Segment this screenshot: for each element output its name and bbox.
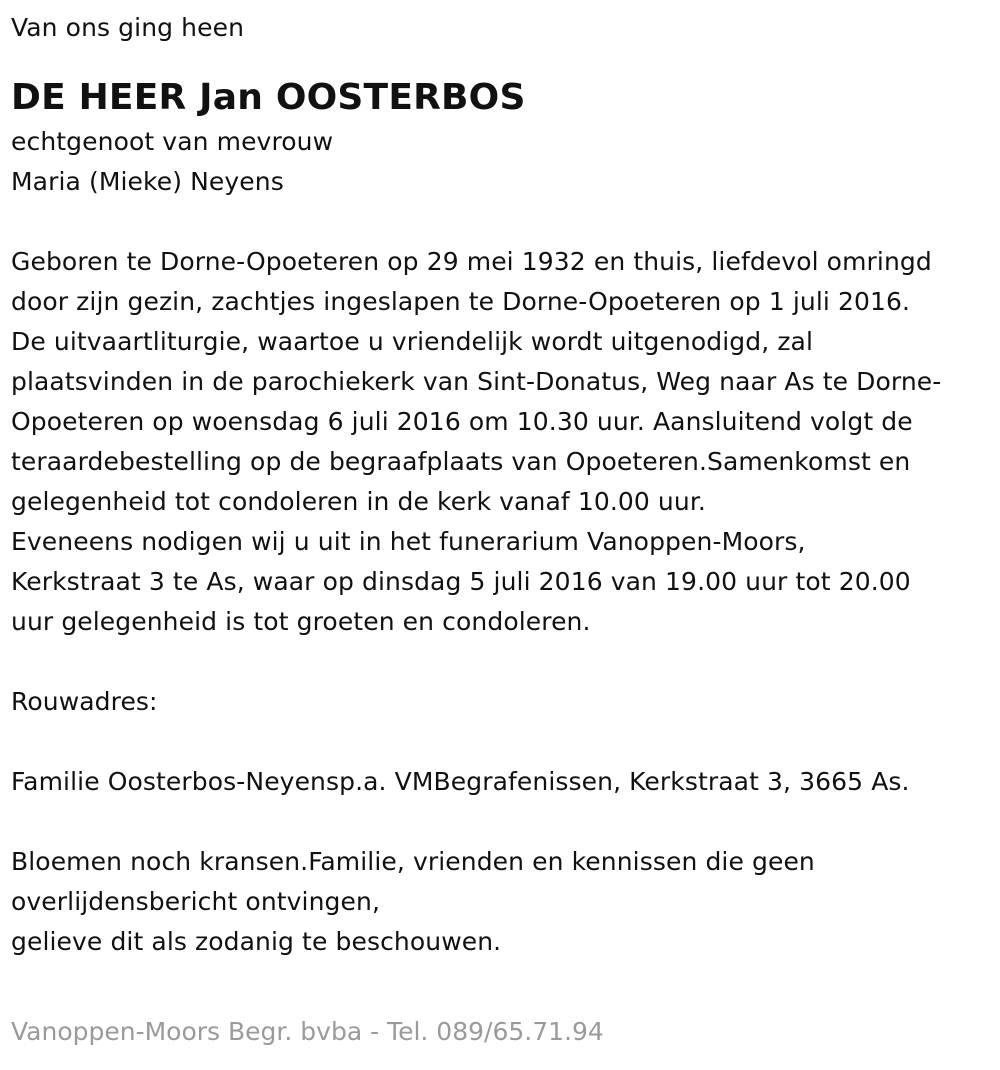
spouse-block (11, 122, 990, 202)
body-line: plaatsvinden in de parochiekerk van Sint-Donatus, Weg naar As te Dorne- (11, 367, 942, 396)
spacer (11, 642, 990, 682)
deceased-name: DE HEER Jan OOSTERBOS (11, 77, 526, 118)
closing-line: overlijdensbericht ontvingen, (11, 887, 380, 916)
spacer (11, 802, 990, 842)
body-line: Kerkstraat 3 te As, waar op dinsdag 5 juli 2016 van 19.00 uur tot 20.00 (11, 567, 911, 596)
spacer (11, 202, 990, 242)
spouse-line: Maria (Mieke) Neyens (11, 167, 284, 196)
spacer (11, 722, 990, 762)
closing-block (11, 842, 990, 962)
closing-line: Bloemen noch kransen.Familie, vrienden en kennissen die geen (11, 847, 815, 876)
body-line: Eveneens nodigen wij u uit in het funerarium Vanoppen-Moors, (11, 527, 806, 556)
address-label: Rouwadres: (11, 687, 158, 716)
intro-text: Van ons ging heen (11, 13, 245, 42)
body-line: gelegenheid tot condoleren in de kerk vanaf 10.00 uur. (11, 487, 706, 516)
body-line: uur gelegenheid is tot groeten en condoleren. (11, 607, 591, 636)
funeral-details (11, 242, 990, 642)
body-line: Geboren te Dorne-Opoeteren op 29 mei 1932 en thuis, liefdevol omringd (11, 247, 932, 276)
body-line: teraardebestelling op de begraafplaats van Opoeteren.Samenkomst en (11, 447, 911, 476)
address-line: Familie Oosterbos-Neyensp.a. VMBegrafenissen, Kerkstraat 3, 3665 As. (11, 767, 910, 796)
spouse-line: echtgenoot van mevrouw (11, 127, 334, 156)
body-line: De uitvaartliturgie, waartoe u vriendelijk wordt uitgenodigd, zal (11, 327, 814, 356)
body-line: door zijn gezin, zachtjes ingeslapen te Dorne-Opoeteren op 1 juli 2016. (11, 287, 911, 316)
funeral-home-footer: Vanoppen-Moors Begr. bvba - Tel. 089/65.71.94 (11, 1017, 604, 1046)
closing-line: gelieve dit als zodanig te beschouwen. (11, 927, 502, 956)
body-line: Opoeteren op woensdag 6 juli 2016 om 10.30 uur. Aansluitend volgt de (11, 407, 913, 436)
